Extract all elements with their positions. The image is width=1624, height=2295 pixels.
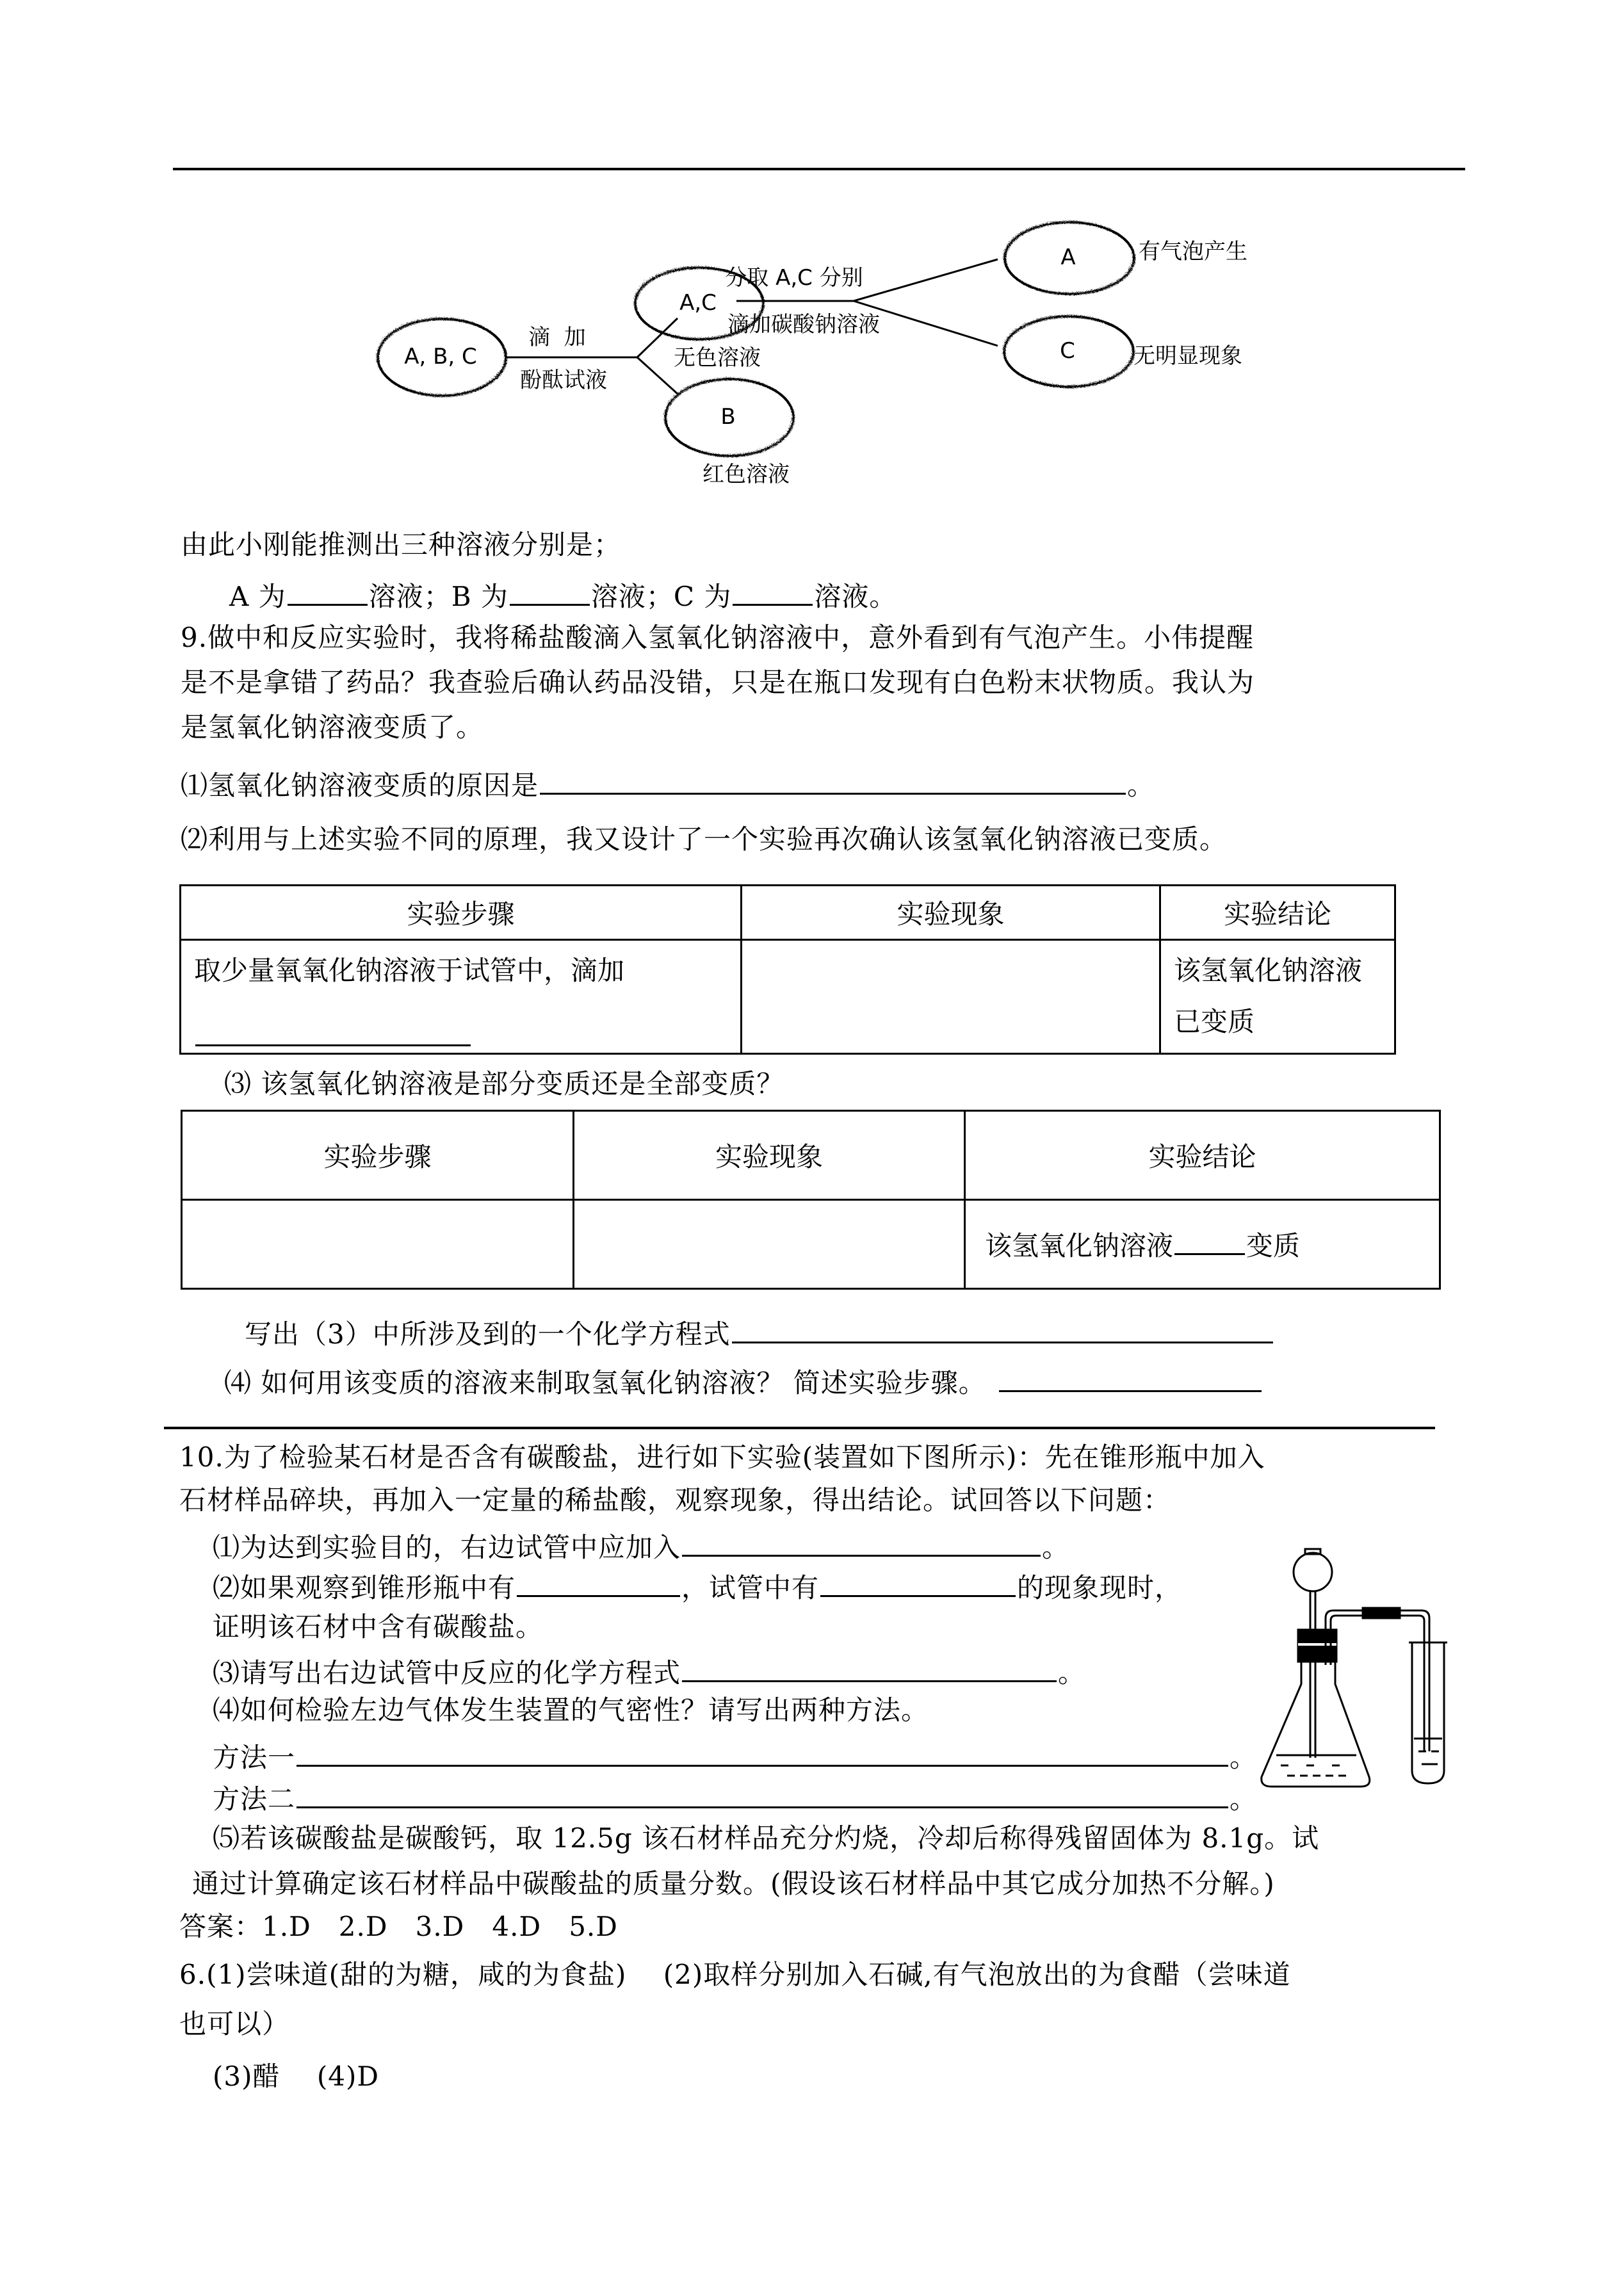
- c-result-label: 无明显现象: [1133, 343, 1242, 369]
- node-ac-label: A,C: [679, 290, 717, 316]
- q10-method2: [213, 1782, 1257, 1813]
- q10-sub2: [213, 1571, 1182, 1602]
- answers-line3: 也可以）: [179, 2008, 290, 2040]
- q10-sub3: [213, 1656, 1085, 1687]
- node-a-label: A: [1060, 245, 1076, 270]
- table2-header-conclusion: 实验结论: [965, 1111, 1440, 1200]
- q10-sub5-line1: ⑸若该碳酸盐是碳酸钙，取 12.5g 该石材样品充分灼烧，冷却后称得残留固体为 8.1g。试: [213, 1822, 1320, 1854]
- q9-equation-blank[interactable]: [732, 1317, 1273, 1343]
- q10-sub3-text: ⑶请写出右边试管中反应的化学方程式: [213, 1657, 681, 1689]
- edge-to-ac: [637, 318, 678, 357]
- table2-conclusion-blank[interactable]: [1174, 1229, 1245, 1255]
- q9-part1-blank[interactable]: [540, 768, 1126, 795]
- edge1-top-label: 滴 加: [528, 325, 586, 350]
- delivery-tube-icon: [1326, 1610, 1429, 1751]
- q10-sub2-line2: 证明该石材中含有碳酸盐。: [213, 1611, 544, 1642]
- table2-phenomenon-cell[interactable]: [574, 1200, 965, 1289]
- q9-intro-line3: 是氢氧化钠溶液变质了。: [181, 711, 484, 743]
- answers-line4: (3)醋 (4)D: [213, 2061, 380, 2092]
- q9-intro-line2: 是不是拿错了药品？我查验后确认药品没错，只是在瓶口发现有白色粉末状物质。我认为: [181, 667, 1255, 698]
- answers-line1: 答案：1.D 2.D 3.D 4.D 5.D: [179, 1911, 618, 1942]
- node-b-label: B: [720, 404, 736, 430]
- table2-step-cell[interactable]: [182, 1200, 574, 1289]
- edge1-bottom-label: 酚酞试液: [520, 368, 607, 393]
- q10-sub3-blank[interactable]: [682, 1656, 1057, 1682]
- q10-sub1-end: 。: [1042, 1531, 1070, 1563]
- q10-method2-blank[interactable]: [296, 1782, 1228, 1808]
- q10-sub5-line2: 通过计算确定该石材样品中碳酸盐的质量分数。(假设该石材样品中其它成分加热不分解。): [192, 1868, 1275, 1899]
- q10-method1-label: 方法一: [213, 1741, 296, 1773]
- q9-equation-prompt: [245, 1317, 1274, 1348]
- experiment-flow-diagram: [0, 0, 1624, 512]
- q10-sub2-blank-tube[interactable]: [820, 1571, 1016, 1597]
- table2-conclusion-cell: [965, 1200, 1440, 1289]
- q8-c-blank[interactable]: [733, 580, 813, 606]
- q10-sub3-end: 。: [1058, 1657, 1086, 1689]
- table1-header-conclusion: 实验结论: [1160, 886, 1395, 940]
- table2-conclusion-post: 变质: [1246, 1230, 1301, 1261]
- q9-part3: ⑶ 该氢氧化钠溶液是部分变质还是全部变质？: [224, 1068, 784, 1099]
- q10-sub1-blank[interactable]: [682, 1530, 1041, 1557]
- table1-header-step: 实验步骤: [181, 886, 742, 940]
- q10-sub1-text: ⑴为达到实验目的，右边试管中应加入: [213, 1531, 681, 1563]
- q9-part1-end: 。: [1127, 769, 1155, 801]
- q10-intro-line1: 10.为了检验某石材是否含有碳酸盐，进行如下实验(装置如下图所示)：先在锥形瓶中加入: [179, 1441, 1265, 1473]
- ac-caption: 无色溶液: [674, 345, 761, 371]
- table1-conclusion-cell: [1160, 940, 1395, 1054]
- q10-method1: [213, 1740, 1257, 1771]
- q9-part4-answer-line[interactable]: [164, 1427, 1435, 1429]
- table2-header-step: 实验步骤: [182, 1111, 574, 1200]
- funnel-top: [1305, 1549, 1320, 1554]
- q9-table1: [179, 884, 1396, 1055]
- table1-phenomenon-cell[interactable]: [742, 940, 1160, 1054]
- table1-step-text: 取少量氧氧化钠溶液于试管中，滴加: [194, 955, 625, 986]
- q8-b-label: 溶液；B 为: [368, 580, 508, 612]
- q9-equation-text: 写出（3）中所涉及到的一个化学方程式: [245, 1318, 731, 1350]
- q9-table2: [181, 1110, 1441, 1290]
- gas-generation-apparatus: [1236, 1540, 1447, 1796]
- edge-to-a: [854, 259, 998, 301]
- q10-method1-end: 。: [1230, 1741, 1258, 1773]
- node-abc-label: A, B, C: [404, 344, 477, 369]
- q9-part1: [181, 768, 1155, 799]
- q9-part1-text: ⑴氢氧化钠溶液变质的原因是: [181, 769, 539, 801]
- q10-sub2-text-a: ⑵如果观察到锥形瓶中有: [213, 1571, 516, 1603]
- q8-end: 溶液。: [814, 580, 897, 612]
- table1-conclusion-line2: 已变质: [1174, 1006, 1255, 1038]
- q10-sub2-blank-flask[interactable]: [517, 1571, 680, 1597]
- q10-sub1: [213, 1530, 1069, 1561]
- q9-part4-blank[interactable]: [999, 1366, 1262, 1392]
- table1-step-cell: [181, 940, 742, 1054]
- q9-intro-line1: 9.做中和反应实验时，我将稀盐酸滴入氢氧化钠溶液中，意外看到有气泡产生。小伟提醒: [181, 622, 1255, 653]
- edge2-top-label: 分取 A,C 分别: [725, 265, 863, 291]
- q8-c-label: 溶液；C 为: [590, 580, 732, 612]
- q9-part4-text: ⑷ 如何用该变质的溶液来制取氢氧化钠溶液？ 简述实验步骤。: [224, 1366, 986, 1399]
- table1-step-blank[interactable]: [195, 1020, 471, 1046]
- edge2-bottom-label: 滴加碳酸钠溶液: [727, 312, 880, 337]
- table2-header-phenomenon: 实验现象: [574, 1111, 965, 1200]
- q10-sub2-text-b: ，试管中有: [681, 1571, 820, 1603]
- q10-intro-line2: 石材样品碎块，再加入一定量的稀盐酸，观察现象，得出结论。试回答以下问题：: [179, 1484, 1171, 1516]
- test-tube-icon: [1412, 1642, 1444, 1783]
- q10-sub2-text-c: 的现象现时，: [1017, 1571, 1183, 1603]
- q9-part4: [224, 1366, 1263, 1397]
- a-result-label: 有气泡产生: [1139, 239, 1247, 264]
- q9-part2: ⑵利用与上述实验不同的原理，我又设计了一个实验再次确认该氢氧化钠溶液已变质。: [181, 823, 1228, 855]
- answers-line2: 6.(1)尝味道(甜的为糖，咸的为食盐) (2)取样分别加入石碱,有气泡放出的为食醋（尝味道: [179, 1959, 1291, 1990]
- b-caption: 红色溶液: [702, 462, 790, 487]
- q10-method2-label: 方法二: [213, 1783, 296, 1815]
- table2-conclusion-pre: 该氢氧化钠溶液: [985, 1230, 1174, 1261]
- q10-method2-end: 。: [1230, 1783, 1258, 1815]
- funnel-bulb-icon: [1294, 1553, 1332, 1591]
- edge-to-b: [637, 357, 678, 394]
- q10-method1-blank[interactable]: [296, 1740, 1228, 1767]
- table1-conclusion-line1: 该氢氧化钠溶液: [1174, 955, 1363, 987]
- q8-answer-line: [229, 580, 897, 610]
- table1-header-phenomenon: 实验现象: [742, 886, 1160, 940]
- node-c-label: C: [1060, 338, 1075, 364]
- q8-a-label: A 为: [229, 580, 286, 612]
- q8-lead: 由此小刚能推测出三种溶液分别是；: [181, 529, 622, 560]
- q8-a-blank[interactable]: [288, 580, 368, 606]
- q10-sub4: ⑷如何检验左边气体发生装置的气密性？请写出两种方法。: [213, 1694, 929, 1726]
- q8-b-blank[interactable]: [510, 580, 590, 606]
